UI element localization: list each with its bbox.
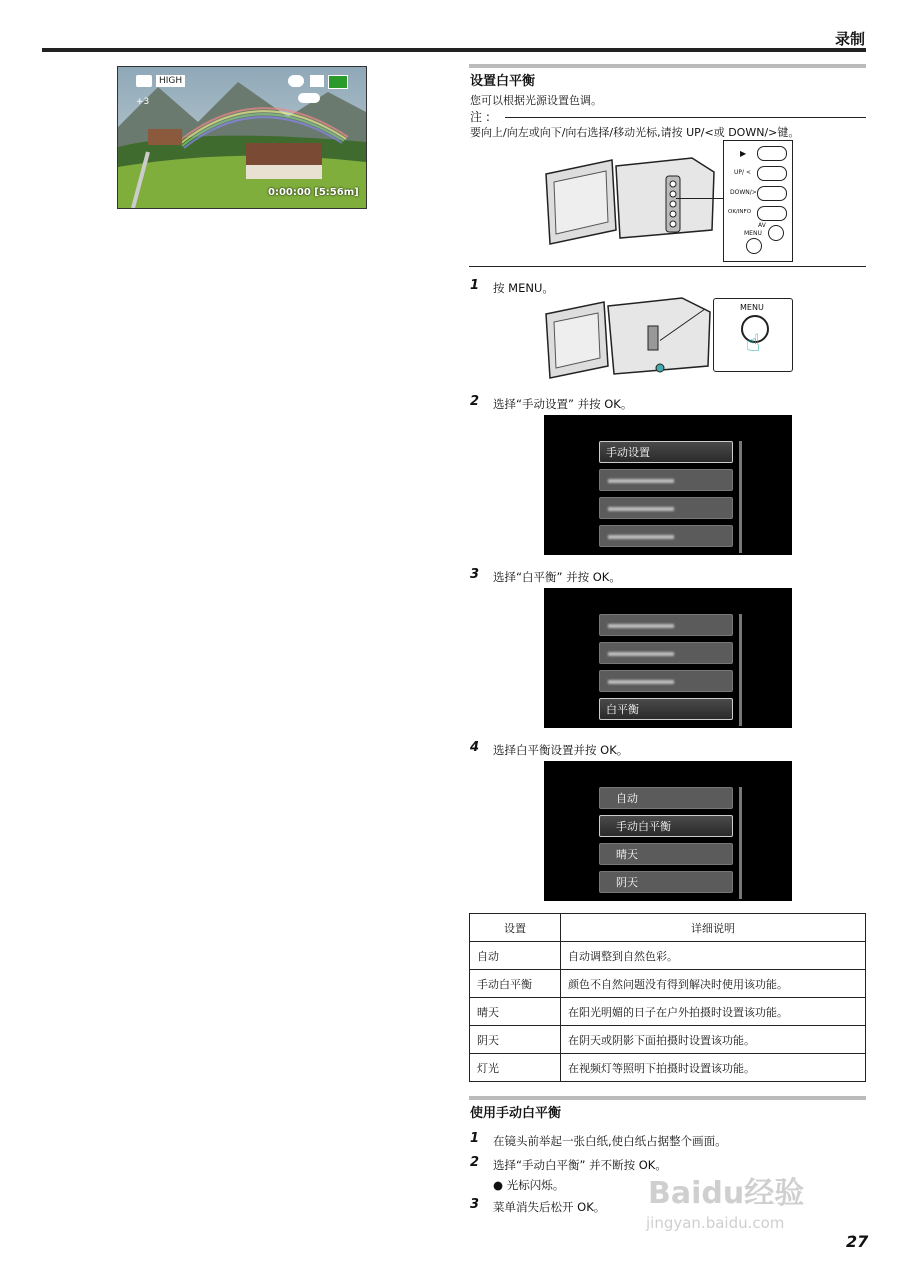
menu-item-manual-wb[interactable]: 手动白平衡 (599, 815, 733, 837)
header-rule (42, 48, 866, 52)
viewfinder-screenshot (117, 66, 367, 209)
menu-screen-manual-settings (544, 415, 792, 555)
section-bar (469, 1096, 866, 1100)
menu-item-sunny[interactable]: 晴天 (599, 843, 733, 865)
table-cell: 在阴天或阴影下面拍摄时设置该功能。 (561, 1026, 866, 1054)
ok-info-button[interactable] (757, 206, 787, 221)
step-text: 选择白平衡设置并按 OK。 (493, 743, 629, 757)
table-cell: 自动调整到自然色彩。 (561, 942, 866, 970)
table-cell: 晴天 (470, 998, 561, 1026)
table-header: 详细说明 (561, 914, 866, 942)
section-title: 设置白平衡 (470, 74, 536, 89)
note-label: 注 : (470, 110, 490, 124)
step-text: 选择“手动设置” 并按 OK。 (493, 397, 633, 411)
menu-item-manual-settings[interactable]: 手动设置 (599, 441, 733, 463)
menu-button[interactable] (746, 238, 762, 254)
step-text: 菜单消失后松开 OK。 (493, 1200, 606, 1214)
step-number: 3 (470, 1197, 480, 1212)
camera-mode-icon (136, 75, 152, 87)
down-label: DOWN/> (730, 189, 757, 196)
battery-icon (328, 75, 348, 89)
menu-item-cloudy[interactable]: 阴天 (599, 871, 733, 893)
step-number: 1 (470, 278, 480, 293)
step-number: 4 (470, 740, 480, 755)
watermark-url: jingyan.baidu.com (646, 1214, 785, 1232)
menu-item-white-balance[interactable]: 白平衡 (599, 698, 733, 720)
table-cell: 阴天 (470, 1026, 561, 1054)
menu-screen-white-balance (544, 588, 792, 728)
step-text: 在镜头前举起一张白纸,使白纸占据整个画面。 (493, 1134, 727, 1148)
button-callout-line (676, 198, 724, 199)
table-row (470, 998, 866, 1026)
menu-item-blurred[interactable] (599, 497, 733, 519)
table-row (470, 1054, 866, 1082)
exposure-value: +3 (136, 97, 150, 107)
menu-item-blurred[interactable] (599, 525, 733, 547)
step-number: 2 (470, 1155, 480, 1170)
menu-scrollbar[interactable] (739, 614, 742, 726)
section-bar (469, 64, 866, 68)
page-header-title: 录制 (834, 30, 865, 48)
record-pause-icon (298, 93, 320, 103)
camcorder-illustration (542, 152, 722, 248)
okinfo-label: OK/INFO (728, 209, 752, 215)
pointing-hand-icon: ☝ (746, 329, 761, 357)
table-cell: 手动白平衡 (470, 970, 561, 998)
menu-item-blurred[interactable] (599, 614, 733, 636)
menu-item-blurred[interactable] (599, 670, 733, 692)
step-number: 1 (470, 1131, 480, 1146)
step-text: 选择“白平衡” 并按 OK。 (493, 570, 621, 584)
recording-time: 0:00:00 [5:56m] (268, 187, 359, 198)
table-row (470, 970, 866, 998)
table-cell: 在视频灯等照明下拍摄时设置该功能。 (561, 1054, 866, 1082)
menu-item-blurred[interactable] (599, 642, 733, 664)
bullet-note: ● 光标闪烁。 (493, 1178, 565, 1192)
note-text: 要向上/向左或向下/向右选择/移动光标,请按 UP/<或 DOWN/>键。 (470, 126, 800, 139)
step-text: 选择“手动白平衡” 并不断按 OK。 (493, 1158, 667, 1172)
av-label: AV (758, 222, 766, 229)
up-button[interactable] (757, 166, 787, 181)
down-button[interactable] (757, 186, 787, 201)
step-number: 2 (470, 394, 480, 409)
camcorder-menu-illustration (542, 296, 714, 380)
table-row (470, 1026, 866, 1054)
button-panel (723, 140, 793, 262)
sd-icon (310, 75, 324, 87)
settings-table (469, 913, 866, 1082)
step-number: 3 (470, 567, 480, 582)
menu-button-callout (713, 298, 793, 372)
table-row (470, 942, 866, 970)
section-title: 使用手动白平衡 (470, 1106, 562, 1121)
av-button[interactable] (768, 225, 784, 241)
menu-scrollbar[interactable] (739, 787, 742, 899)
menu-item-blurred[interactable] (599, 469, 733, 491)
menu-item-auto[interactable]: 自动 (599, 787, 733, 809)
stabilizer-icon (288, 75, 304, 87)
table-header: 设置 (470, 914, 561, 942)
table-cell: 在阳光明媚的日子在户外拍摄时设置该功能。 (561, 998, 866, 1026)
menu-scrollbar[interactable] (739, 441, 742, 553)
section-divider (469, 266, 866, 267)
note-rule (505, 117, 866, 118)
table-cell: 自动 (470, 942, 561, 970)
menu-callout-label: MENU (740, 303, 764, 312)
table-header-row (470, 914, 866, 942)
page-number: 27 (846, 1232, 869, 1251)
menu-screen-wb-options (544, 761, 792, 901)
play-label: ▶ (740, 149, 747, 158)
baidu-jingyan-watermark: Baidu经验 (648, 1176, 805, 1211)
table-cell: 灯光 (470, 1054, 561, 1082)
up-label: UP/ < (734, 169, 751, 176)
quality-badge: HIGH (156, 75, 185, 87)
table-cell: 颜色不自然问题没有得到解决时使用该功能。 (561, 970, 866, 998)
menu-label: MENU (744, 230, 762, 237)
play-button[interactable] (757, 146, 787, 161)
section-description: 您可以根据光源设置色调。 (470, 94, 602, 107)
step-text: 按 MENU。 (493, 281, 554, 295)
